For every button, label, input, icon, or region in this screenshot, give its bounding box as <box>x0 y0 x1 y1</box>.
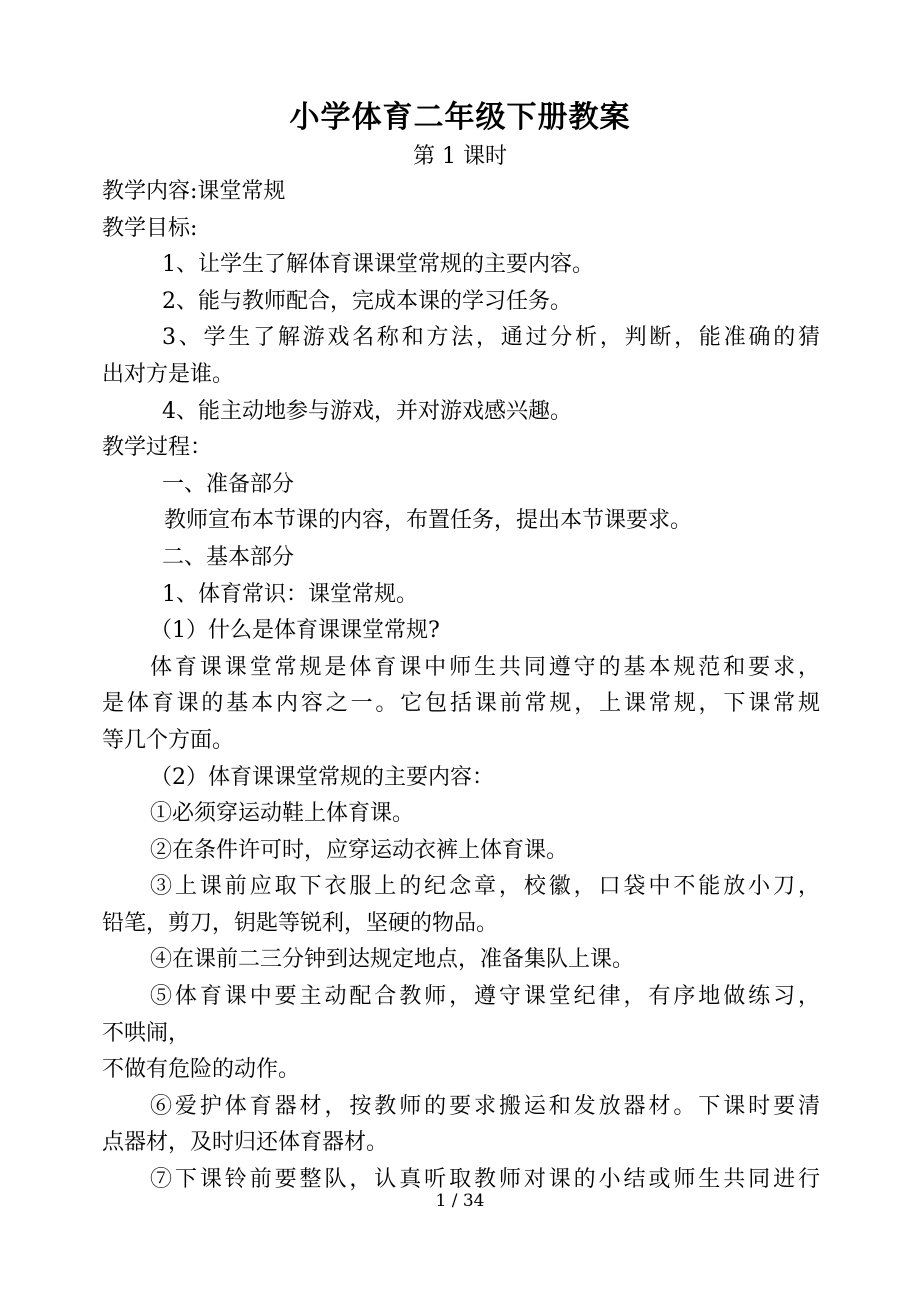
text-line: 2、能与教师配合，完成本课的学习任务。 <box>162 288 572 314</box>
lesson-number: 第 1 课时 <box>413 144 507 169</box>
text-line: ⑥爱护体育器材，按教师的要求搬运和发放器材。下课时要清 <box>150 1093 820 1119</box>
text-line: 铅笔，剪刀，钥匙等锐利，坚硬的物品。 <box>102 910 499 936</box>
text-line: ③上课前应取下衣服上的纪念章，校徽，口袋中不能放小刀， <box>150 874 820 900</box>
text-line: 3、学生了解游戏名称和方法，通过分析，判断，能准确的猜 <box>162 325 820 351</box>
text-line: 出对方是谁。 <box>102 361 235 387</box>
text-line: ⑦下课铃前要整队，认真听取教师对课的小结或师生共同进行 <box>150 1167 820 1193</box>
text-line: 教师宣布本节课的内容，布置任务，提出本节课要求。 <box>164 508 693 534</box>
text-line: ①必须穿运动鞋上体育课。 <box>150 801 415 827</box>
text-line: 教学内容:课堂常规 <box>102 179 286 204</box>
text-line: 点器材，及时归还体育器材。 <box>102 1130 389 1156</box>
text-line: 教学目标: <box>102 215 198 241</box>
document-body <box>102 174 820 1199</box>
text-line: 是体育课的基本内容之一。它包括课前常规，上课常规，下课常规 <box>102 691 820 717</box>
document-title: 小学体育二年级下册教案 <box>289 100 631 135</box>
page-number: 1 / 34 <box>435 1191 485 1211</box>
text-line: ⑤体育课中要主动配合教师，遵守课堂纪律，有序地做练习， <box>150 984 820 1010</box>
text-line: 1、让学生了解体育课课堂常规的主要内容。 <box>162 252 594 278</box>
text-line: 一、准备部分 <box>162 471 295 497</box>
text-line: 二、基本部分 <box>162 544 295 570</box>
text-line: ②在条件许可时，应穿运动衣裤上体育课。 <box>150 837 569 863</box>
text-line: ④在课前二三分钟到达规定地点，准备集队上课。 <box>150 947 635 973</box>
text-line: 体育课课堂常规是体育课中师生共同遵守的基本规范和要求， <box>150 654 820 680</box>
text-line: （1）什么是体育课课堂常规? <box>150 618 440 644</box>
text-line: 不哄闹， <box>102 1020 191 1046</box>
text-line: 4、能主动地参与游戏，并对游戏感兴趣。 <box>162 398 572 424</box>
text-line: 等几个方面。 <box>102 727 235 753</box>
text-line: 不做有危险的动作。 <box>102 1057 301 1083</box>
text-line: 1、体育常识：课堂常规。 <box>162 581 418 607</box>
text-line: 教学过程： <box>102 435 213 461</box>
text-line: （2）体育课课堂常规的主要内容： <box>150 764 494 790</box>
